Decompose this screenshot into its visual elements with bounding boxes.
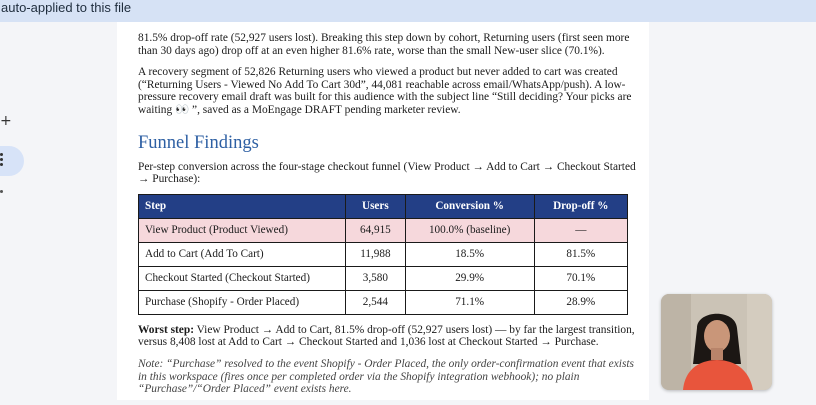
cell-step: Checkout Started (Checkout Started) xyxy=(139,266,346,290)
table-row xyxy=(139,218,628,242)
cell-dropoff: 70.1% xyxy=(534,266,627,290)
cell-conversion: 100.0% (baseline) xyxy=(405,218,534,242)
section-title: Funnel Findings xyxy=(138,132,259,153)
cell-step: Purchase (Shopify - Order Placed) xyxy=(139,290,346,314)
cell-dropoff: — xyxy=(534,218,627,242)
notification-banner xyxy=(0,0,816,22)
cell-dropoff: 28.9% xyxy=(534,290,627,314)
funnel-table xyxy=(138,194,628,315)
cell-users: 3,580 xyxy=(346,266,406,290)
document-content xyxy=(138,32,643,405)
banner-text: auto-applied to this file xyxy=(1,0,132,15)
cell-conversion: 29.9% xyxy=(405,266,534,290)
cell-users: 11,988 xyxy=(346,242,406,266)
worst-step-text: View Product → Add to Cart, 81.5% drop-off (52,927 users lost) — by far the largest transition, versus 8,408 lost at Add to Cart → Checkout Started and 1,036 lost at Checkout Started → Purchase. xyxy=(138,323,635,349)
left-rail xyxy=(0,22,36,400)
cell-step: View Product (Product Viewed) xyxy=(139,218,346,242)
header-users: Users xyxy=(346,194,406,218)
header-conversion: Conversion % xyxy=(405,194,534,218)
intro-paragraph: 81.5% drop-off rate (52,927 users lost). Breaking this step down by cohort, Returning users (first seen more than 30 days ago) drop off at an even higher 81.6% rate, worse than the small New-user slice (70.1%). xyxy=(138,32,630,57)
worst-step-paragraph xyxy=(138,324,643,349)
cell-step: Add to Cart (Add To Cart) xyxy=(139,242,346,266)
header-step: Step xyxy=(139,194,346,218)
header-dropoff: Drop-off % xyxy=(534,194,627,218)
table-header-row xyxy=(139,194,628,218)
cell-conversion: 71.1% xyxy=(405,290,534,314)
document-page xyxy=(117,22,649,400)
table-row xyxy=(139,290,628,314)
plus-icon[interactable]: + xyxy=(0,113,12,129)
dot-icon xyxy=(0,190,3,193)
cell-conversion: 18.5% xyxy=(405,242,534,266)
cell-users: 2,544 xyxy=(346,290,406,314)
note-paragraph: Note: “Purchase” resolved to the event Shopify - Order Placed, the only order-confirmation event that exists in this workspace (fires once per completed order via the Shopify integration webhook); no plain “Purchase”/“Order Placed” event exists here. xyxy=(138,357,634,396)
kebab-icon[interactable] xyxy=(0,153,4,167)
table-row xyxy=(139,266,628,290)
presenter-video xyxy=(661,294,772,390)
worst-step-label: Worst step: xyxy=(138,323,194,336)
table-row xyxy=(139,242,628,266)
cell-dropoff: 81.5% xyxy=(534,242,627,266)
recovery-paragraph: A recovery segment of 52,826 Returning users who viewed a product but never added to cart was created (“Returning Users - Viewed No Add To Cart 30d”, 44,081 reachable across email/WhatsApp/push). A low-pressure recovery email draft was built for this audience with the subject line “Still deciding? Your picks are waiting 👀 ”, saved as a MoEngage DRAFT pending marketer review. xyxy=(138,66,632,116)
video-call-pip[interactable] xyxy=(661,294,772,390)
cell-users: 64,915 xyxy=(346,218,406,242)
funnel-intro: Per-step conversion across the four-stage checkout funnel (View Product → Add to Cart → Checkout Started → Purchase): xyxy=(138,160,636,186)
